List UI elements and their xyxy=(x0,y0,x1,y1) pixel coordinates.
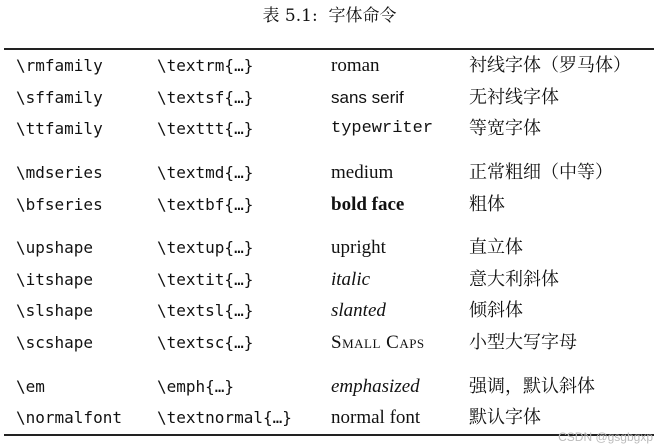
declaration-cell: \rmfamily xyxy=(16,56,103,75)
table-row-normalfont xyxy=(0,405,659,431)
command-cell: \textsl{…} xyxy=(157,301,254,320)
description-cell: 等宽字体 xyxy=(469,118,541,139)
description-cell: 默认字体 xyxy=(469,407,541,428)
table-row-itshape xyxy=(0,267,659,293)
sample-cell: typewriter xyxy=(331,119,434,138)
table-row-scshape xyxy=(0,330,659,356)
description-cell: 粗体 xyxy=(469,194,505,215)
table-caption: 表 5.1: 字体命令 xyxy=(262,6,397,26)
description-cell: 强调，默认斜体 xyxy=(469,376,595,397)
command-cell: \texttt{…} xyxy=(157,119,254,138)
declaration-cell: \sffamily xyxy=(16,88,103,107)
declaration-cell: \ttfamily xyxy=(16,119,103,138)
command-cell: \textup{…} xyxy=(157,238,254,257)
table-row-ttfamily xyxy=(0,116,659,142)
description-cell: 直立体 xyxy=(469,237,523,258)
description-cell: 无衬线字体 xyxy=(469,87,559,108)
command-cell: \textnormal{…} xyxy=(157,408,292,427)
description-cell: 倾斜体 xyxy=(469,300,523,321)
declaration-cell: \itshape xyxy=(16,270,94,289)
table-row-upshape xyxy=(0,235,659,261)
watermark: CSDN @gsgbgxp xyxy=(558,430,653,444)
sample-cell: upright xyxy=(331,237,386,258)
command-cell: \textit{…} xyxy=(157,270,254,289)
command-cell: \textbf{…} xyxy=(157,195,254,214)
sample-cell: italic xyxy=(331,269,371,290)
table-bottom-rule xyxy=(4,434,654,436)
description-cell: 意大利斜体 xyxy=(469,269,559,290)
command-cell: \textsc{…} xyxy=(157,333,254,352)
sample-cell: medium xyxy=(331,162,394,183)
table-row-sffamily xyxy=(0,85,659,111)
declaration-cell: \upshape xyxy=(16,238,94,257)
sample-cell: Small Caps xyxy=(331,332,425,353)
table-row-slshape xyxy=(0,298,659,324)
description-cell: 衬线字体（罗马体） xyxy=(469,55,631,76)
declaration-cell: \slshape xyxy=(16,301,94,320)
sample-cell: emphasized xyxy=(331,376,420,397)
declaration-cell: \bfseries xyxy=(16,195,103,214)
declaration-cell: \em xyxy=(16,377,45,396)
sample-cell: bold face xyxy=(331,194,405,215)
command-cell: \textsf{…} xyxy=(157,88,254,107)
description-cell: 正常粗细（中等） xyxy=(469,162,613,183)
declaration-cell: \mdseries xyxy=(16,163,103,182)
sample-cell: normal font xyxy=(331,407,421,428)
description-cell: 小型大写字母 xyxy=(469,332,577,353)
table-row-em xyxy=(0,374,659,400)
sample-cell: sans serif xyxy=(331,88,404,107)
command-cell: \textmd{…} xyxy=(157,163,254,182)
sample-cell: roman xyxy=(331,55,380,76)
declaration-cell: \normalfont xyxy=(16,408,122,427)
table-row-bfseries xyxy=(0,192,659,218)
command-cell: \textrm{…} xyxy=(157,56,254,75)
table-row-rmfamily xyxy=(0,53,659,79)
table-top-rule xyxy=(4,48,654,50)
table-row-mdseries xyxy=(0,160,659,186)
command-cell: \emph{…} xyxy=(157,377,235,396)
sample-cell: slanted xyxy=(331,300,386,321)
declaration-cell: \scshape xyxy=(16,333,94,352)
